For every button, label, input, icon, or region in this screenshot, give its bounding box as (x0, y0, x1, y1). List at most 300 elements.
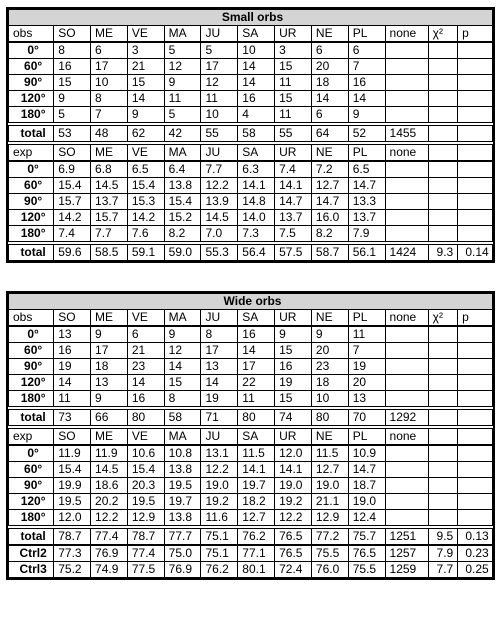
value-cell: 15.3 (127, 194, 164, 210)
value-cell (385, 194, 428, 210)
value-cell: 75.7 (348, 529, 385, 546)
value-cell: 13.1 (201, 445, 238, 462)
p-value-cell (458, 91, 493, 107)
column-header: VE (127, 310, 164, 327)
value-cell (385, 445, 428, 462)
header-row (9, 429, 493, 446)
value-cell: 3 (275, 42, 312, 59)
column-header: MA (164, 429, 201, 446)
column-header: p (458, 26, 493, 43)
value-cell: 62 (127, 126, 164, 142)
value-cell: 17 (201, 343, 238, 359)
row-label: 180° (9, 510, 54, 526)
value-cell: 3 (127, 42, 164, 59)
p-value-cell: 0.14 (458, 245, 493, 261)
value-cell: 76.5 (275, 545, 312, 562)
column-header (428, 429, 457, 446)
table-kind-label: exp (9, 145, 54, 162)
value-cell: 5 (201, 42, 238, 59)
observed-row (9, 59, 493, 75)
value-cell: 8.2 (311, 226, 348, 242)
value-cell: 14 (238, 343, 275, 359)
value-cell: 6.8 (91, 161, 128, 178)
value-cell: 18.2 (238, 494, 275, 510)
value-cell: 12.7 (311, 462, 348, 478)
column-header (428, 145, 457, 162)
value-cell: 11.9 (54, 445, 91, 462)
observed-row (9, 343, 493, 359)
value-cell: 9 (311, 326, 348, 343)
value-cell: 19.7 (238, 478, 275, 494)
value-cell: 11.5 (238, 445, 275, 462)
value-cell: 14.7 (311, 194, 348, 210)
value-cell: 21 (127, 343, 164, 359)
value-cell: 75.5 (348, 562, 385, 578)
value-cell: 15.4 (127, 178, 164, 194)
value-cell: 14.1 (238, 462, 275, 478)
chi-square-cell (428, 494, 457, 510)
row-label: 180° (9, 226, 54, 242)
value-cell: 12.2 (201, 178, 238, 194)
value-cell: 20.3 (127, 478, 164, 494)
column-header: PL (348, 145, 385, 162)
small-orbs-panel (6, 7, 495, 263)
value-cell: 56.1 (348, 245, 385, 261)
column-header: UR (275, 26, 312, 43)
value-cell: 12 (201, 75, 238, 91)
value-cell: 13.7 (91, 194, 128, 210)
row-label: 180° (9, 391, 54, 407)
value-cell: 22 (238, 375, 275, 391)
value-cell: 9 (164, 326, 201, 343)
value-cell: 16 (275, 359, 312, 375)
column-header: χ² (428, 26, 457, 43)
value-cell: 10 (311, 391, 348, 407)
p-value-cell: 0.25 (458, 562, 493, 578)
column-header: SO (54, 26, 91, 43)
row-label: total (9, 126, 54, 142)
value-cell: 6.5 (127, 161, 164, 178)
value-cell: 19.0 (275, 478, 312, 494)
p-value-cell (458, 226, 493, 242)
chi-square-cell: 9.3 (428, 245, 457, 261)
row-label: total (9, 410, 54, 426)
p-value-cell (458, 178, 493, 194)
value-cell: 10.6 (127, 445, 164, 462)
column-header: UR (275, 310, 312, 327)
row-label: total (9, 529, 54, 546)
value-cell: 16 (54, 59, 91, 75)
value-cell: 70 (348, 410, 385, 426)
value-cell (385, 510, 428, 526)
value-cell: 75.2 (54, 562, 91, 578)
observed-row (9, 359, 493, 375)
value-cell: 77.4 (127, 545, 164, 562)
value-cell (385, 75, 428, 91)
value-cell: 19.5 (164, 478, 201, 494)
value-cell: 9 (164, 75, 201, 91)
small-orbs-table (8, 9, 493, 261)
value-cell: 14.1 (275, 462, 312, 478)
p-value-cell (458, 462, 493, 478)
value-cell: 9 (127, 107, 164, 123)
chi-square-cell (428, 445, 457, 462)
value-cell: 42 (164, 126, 201, 142)
wide-orbs-panel (6, 291, 495, 580)
value-cell: 78.7 (54, 529, 91, 546)
value-cell: 58.7 (311, 245, 348, 261)
value-cell: 9 (91, 326, 128, 343)
value-cell (385, 326, 428, 343)
row-label: 60° (9, 462, 54, 478)
expected-row (9, 510, 493, 526)
column-header: SA (238, 429, 275, 446)
value-cell: 14 (127, 91, 164, 107)
value-cell: 6 (91, 42, 128, 59)
row-label: 120° (9, 375, 54, 391)
observed-total-row (9, 410, 493, 426)
p-value-cell (458, 42, 493, 59)
value-cell: 59.0 (164, 245, 201, 261)
value-cell: 80.1 (238, 562, 275, 578)
value-cell (385, 343, 428, 359)
value-cell: 1424 (385, 245, 428, 261)
value-cell: 17 (91, 59, 128, 75)
value-cell: 12.2 (91, 510, 128, 526)
value-cell: 75.1 (201, 545, 238, 562)
value-cell: 12.4 (348, 510, 385, 526)
value-cell (385, 161, 428, 178)
row-label: 0° (9, 42, 54, 59)
value-cell (385, 107, 428, 123)
p-value-cell (458, 478, 493, 494)
value-cell: 14.2 (54, 210, 91, 226)
value-cell: 7.3 (238, 226, 275, 242)
p-value-cell (458, 210, 493, 226)
value-cell: 6 (311, 42, 348, 59)
column-header: VE (127, 145, 164, 162)
value-cell: 18 (91, 359, 128, 375)
column-header: none (385, 26, 428, 43)
p-value-cell: 0.13 (458, 529, 493, 546)
chi-square-cell: 7.9 (428, 545, 457, 562)
value-cell: 14.2 (127, 210, 164, 226)
value-cell: 7.7 (201, 161, 238, 178)
column-header: VE (127, 429, 164, 446)
value-cell (385, 178, 428, 194)
value-cell: 16 (238, 326, 275, 343)
column-header: JU (201, 26, 238, 43)
observed-row (9, 42, 493, 59)
value-cell: 14.0 (238, 210, 275, 226)
row-label: 120° (9, 494, 54, 510)
row-label: 60° (9, 343, 54, 359)
value-cell: 15.4 (54, 462, 91, 478)
observed-row (9, 375, 493, 391)
value-cell (385, 494, 428, 510)
expected-row (9, 178, 493, 194)
value-cell: 80 (238, 410, 275, 426)
table-kind-label: obs (9, 310, 54, 327)
value-cell: 19.0 (311, 478, 348, 494)
value-cell: 8 (91, 91, 128, 107)
header-row (9, 145, 493, 162)
value-cell: 8 (54, 42, 91, 59)
row-label: 120° (9, 210, 54, 226)
value-cell: 14.5 (201, 210, 238, 226)
value-cell: 21.1 (311, 494, 348, 510)
value-cell: 14 (127, 375, 164, 391)
chi-square-cell (428, 375, 457, 391)
value-cell: 19.7 (164, 494, 201, 510)
expected-row (9, 445, 493, 462)
value-cell: 7 (348, 59, 385, 75)
value-cell: 19.2 (275, 494, 312, 510)
value-cell: 14.5 (91, 178, 128, 194)
value-cell (385, 210, 428, 226)
value-cell: 19.2 (201, 494, 238, 510)
value-cell: 14.1 (238, 178, 275, 194)
value-cell (385, 42, 428, 59)
value-cell: 12.2 (201, 462, 238, 478)
value-cell: 77.5 (127, 562, 164, 578)
observed-row (9, 91, 493, 107)
value-cell: 14 (348, 91, 385, 107)
value-cell: 16 (127, 391, 164, 407)
value-cell: 7.6 (127, 226, 164, 242)
column-header: MA (164, 26, 201, 43)
value-cell: 20 (348, 375, 385, 391)
value-cell: 14 (54, 375, 91, 391)
value-cell: 76.5 (348, 545, 385, 562)
value-cell (385, 391, 428, 407)
observed-row (9, 107, 493, 123)
value-cell: 76.9 (91, 545, 128, 562)
chi-square-cell (428, 359, 457, 375)
value-cell: 16 (238, 91, 275, 107)
column-header: NE (311, 26, 348, 43)
chi-square-cell (428, 107, 457, 123)
value-cell: 14 (238, 59, 275, 75)
value-cell: 15.2 (164, 210, 201, 226)
header-row (9, 26, 493, 43)
value-cell: 56.4 (238, 245, 275, 261)
value-cell: 19 (275, 375, 312, 391)
value-cell: 55 (275, 126, 312, 142)
p-value-cell (458, 410, 493, 426)
value-cell: 1292 (385, 410, 428, 426)
value-cell: 20.2 (91, 494, 128, 510)
chi-square-cell (428, 91, 457, 107)
value-cell: 77.7 (164, 529, 201, 546)
value-cell: 14.1 (275, 178, 312, 194)
value-cell: 1251 (385, 529, 428, 546)
chi-square-cell (428, 42, 457, 59)
p-value-cell (458, 494, 493, 510)
observed-total-row (9, 126, 493, 142)
value-cell: 13.7 (275, 210, 312, 226)
value-cell: 11 (201, 91, 238, 107)
expected-row (9, 462, 493, 478)
column-header: χ² (428, 310, 457, 327)
value-cell: 1259 (385, 562, 428, 578)
value-cell: 6 (127, 326, 164, 343)
value-cell: 76.9 (164, 562, 201, 578)
value-cell: 58.5 (91, 245, 128, 261)
column-header: p (458, 310, 493, 327)
expected-row (9, 210, 493, 226)
observed-row (9, 391, 493, 407)
value-cell: 59.1 (127, 245, 164, 261)
value-cell: 77.2 (311, 529, 348, 546)
value-cell: 13.8 (164, 510, 201, 526)
value-cell: 10.8 (164, 445, 201, 462)
value-cell: 15 (164, 375, 201, 391)
value-cell: 57.5 (275, 245, 312, 261)
chi-square-cell (428, 510, 457, 526)
column-header: PL (348, 429, 385, 446)
wide-orbs-table (8, 293, 493, 578)
value-cell: 1257 (385, 545, 428, 562)
value-cell: 23 (127, 359, 164, 375)
value-cell: 58 (164, 410, 201, 426)
value-cell (385, 478, 428, 494)
value-cell: 19.0 (201, 478, 238, 494)
table-title: Small orbs (9, 10, 493, 26)
value-cell: 77.3 (54, 545, 91, 562)
value-cell: 11 (275, 75, 312, 91)
p-value-cell (458, 375, 493, 391)
column-header: ME (91, 145, 128, 162)
value-cell: 75.0 (164, 545, 201, 562)
observed-row (9, 326, 493, 343)
row-label: 0° (9, 326, 54, 343)
value-cell: 6.4 (164, 161, 201, 178)
value-cell (385, 59, 428, 75)
value-cell: 12.9 (311, 510, 348, 526)
value-cell: 10 (201, 107, 238, 123)
value-cell (385, 375, 428, 391)
value-cell: 13 (54, 326, 91, 343)
value-cell: 12.0 (275, 445, 312, 462)
value-cell: 58 (238, 126, 275, 142)
value-cell: 78.7 (127, 529, 164, 546)
row-label: 60° (9, 59, 54, 75)
value-cell: 9 (348, 107, 385, 123)
chi-square-cell (428, 343, 457, 359)
value-cell: 12 (164, 59, 201, 75)
value-cell: 19 (201, 391, 238, 407)
value-cell: 14 (311, 91, 348, 107)
value-cell: 59.6 (54, 245, 91, 261)
value-cell: 6 (348, 42, 385, 59)
value-cell: 15.4 (164, 194, 201, 210)
row-label: total (9, 245, 54, 261)
column-header (458, 145, 493, 162)
value-cell: 11.6 (201, 510, 238, 526)
value-cell: 11.9 (91, 445, 128, 462)
value-cell: 17 (238, 359, 275, 375)
value-cell: 7.7 (91, 226, 128, 242)
column-header: VE (127, 26, 164, 43)
value-cell: 80 (127, 410, 164, 426)
value-cell: 1455 (385, 126, 428, 142)
value-cell: 16 (348, 75, 385, 91)
value-cell: 12.2 (275, 510, 312, 526)
value-cell: 11 (348, 326, 385, 343)
p-value-cell (458, 510, 493, 526)
chi-square-cell (428, 462, 457, 478)
value-cell: 18.6 (91, 478, 128, 494)
value-cell: 15.4 (54, 178, 91, 194)
row-label: Ctrl2 (9, 545, 54, 562)
chi-square-cell (428, 410, 457, 426)
value-cell: 13.3 (348, 194, 385, 210)
column-header: ME (91, 310, 128, 327)
column-header: SA (238, 310, 275, 327)
value-cell: 15.4 (127, 462, 164, 478)
value-cell: 10 (238, 42, 275, 59)
value-cell: 17 (201, 59, 238, 75)
value-cell: 7.9 (348, 226, 385, 242)
row-label: 90° (9, 359, 54, 375)
value-cell: 7.4 (275, 161, 312, 178)
value-cell: 7.0 (201, 226, 238, 242)
control-row (9, 545, 493, 562)
value-cell: 71 (201, 410, 238, 426)
column-header: ME (91, 26, 128, 43)
value-cell: 13 (91, 375, 128, 391)
control-row (9, 562, 493, 578)
column-header: ME (91, 429, 128, 446)
column-header: SO (54, 310, 91, 327)
value-cell: 14.8 (238, 194, 275, 210)
value-cell: 17 (91, 343, 128, 359)
value-cell: 52 (348, 126, 385, 142)
value-cell: 4 (238, 107, 275, 123)
value-cell: 12.9 (127, 510, 164, 526)
value-cell: 11 (54, 391, 91, 407)
value-cell: 16.0 (311, 210, 348, 226)
chi-square-cell (428, 391, 457, 407)
value-cell: 72.4 (275, 562, 312, 578)
value-cell: 15 (127, 75, 164, 91)
value-cell: 9 (91, 391, 128, 407)
value-cell: 15 (275, 391, 312, 407)
column-header: none (385, 145, 428, 162)
value-cell: 6 (311, 107, 348, 123)
value-cell: 18 (311, 375, 348, 391)
value-cell (385, 226, 428, 242)
title-row (9, 294, 493, 310)
chi-square-cell (428, 178, 457, 194)
p-value-cell: 0.23 (458, 545, 493, 562)
column-header: SO (54, 145, 91, 162)
value-cell: 66 (91, 410, 128, 426)
value-cell: 75.1 (201, 529, 238, 546)
p-value-cell (458, 107, 493, 123)
value-cell: 11 (238, 391, 275, 407)
value-cell: 76.2 (238, 529, 275, 546)
value-cell: 15 (275, 91, 312, 107)
expected-total-row (9, 529, 493, 546)
value-cell: 14 (238, 75, 275, 91)
p-value-cell (458, 445, 493, 462)
value-cell: 10 (91, 75, 128, 91)
value-cell: 20 (311, 59, 348, 75)
chi-square-cell: 9.5 (428, 529, 457, 546)
value-cell: 55.3 (201, 245, 238, 261)
